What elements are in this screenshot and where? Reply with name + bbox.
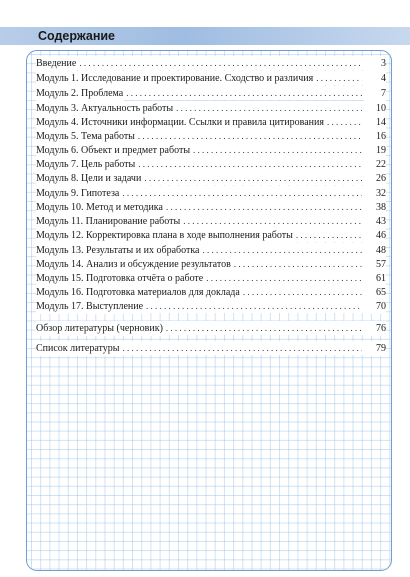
toc-entry-page: 7: [364, 87, 386, 101]
toc-entry: [36, 171, 386, 185]
toc-entry: [36, 257, 386, 271]
toc-entry-title: Модуль 7. Цель работы: [36, 159, 136, 170]
toc-entry-page: 76: [364, 322, 386, 336]
toc-entry-title: Обзор литературы (черновик): [36, 323, 163, 334]
toc-entry-page: 48: [364, 244, 386, 258]
toc-dot-leader: [166, 200, 362, 214]
toc-entry-page: 4: [364, 72, 386, 86]
toc-entry: [36, 341, 386, 355]
toc-entry-title: Модуль 8. Цели и задачи: [36, 173, 142, 184]
toc-entry: [36, 143, 386, 157]
toc-entry-title: Модуль 16. Подготовка материалов для доклада: [36, 287, 240, 298]
toc-dot-leader: [193, 143, 362, 157]
toc-entry: [36, 71, 386, 85]
toc-dot-leader: [183, 214, 362, 228]
toc-entry: [36, 214, 386, 228]
toc-dot-leader: [202, 243, 362, 257]
toc-entry-page: 46: [364, 229, 386, 243]
toc-entry: [36, 186, 386, 200]
toc-entry-title: Модуль 15. Подготовка отчёта о работе: [36, 273, 204, 284]
toc-entry: [36, 56, 386, 70]
toc-entry-title: Модуль 6. Объект и предмет работы: [36, 145, 191, 156]
toc-card: [26, 50, 392, 571]
toc-entry-title: Модуль 14. Анализ и обсуждение результатов: [36, 259, 231, 270]
toc-entry: [36, 157, 386, 171]
toc-entry-title: Модуль 13. Результаты и их обработка: [36, 245, 200, 256]
toc-dot-leader: [122, 186, 362, 200]
toc-dot-leader: [166, 321, 362, 335]
toc-dot-leader: [327, 115, 362, 129]
toc-entry: [36, 243, 386, 257]
toc-dot-leader: [206, 271, 362, 285]
toc-entry-page: 3: [364, 57, 386, 71]
toc-entry-page: 65: [364, 286, 386, 300]
toc-entry-title: Модуль 9. Гипотеза: [36, 188, 120, 199]
toc-dot-leader: [144, 171, 362, 185]
toc-entry-title: Модуль 2. Проблема: [36, 88, 124, 99]
toc-entry-page: 16: [364, 130, 386, 144]
toc-entry-page: 19: [364, 144, 386, 158]
toc-entry: [36, 299, 386, 313]
toc-entry-page: 26: [364, 172, 386, 186]
toc-dot-leader: [138, 129, 362, 143]
toc-entry-page: 32: [364, 187, 386, 201]
toc-entry-page: 79: [364, 342, 386, 356]
toc-entry-title: Список литературы: [36, 343, 120, 354]
table-of-contents: [27, 51, 391, 570]
toc-entry-title: Модуль 11. Планирование работы: [36, 216, 181, 227]
toc-entry-title: Модуль 10. Метод и методика: [36, 202, 163, 213]
toc-entry: [36, 200, 386, 214]
toc-entry-title: Модуль 5. Тема работы: [36, 131, 135, 142]
toc-dot-leader: [79, 56, 362, 70]
toc-entry-title: Модуль 3. Актуальность работы: [36, 103, 174, 114]
toc-dot-leader: [243, 285, 362, 299]
toc-entry: [36, 86, 386, 100]
toc-entry-title: Модуль 4. Источники информации. Ссылки и правила цитирования: [36, 117, 324, 128]
toc-entry: [36, 228, 386, 242]
toc-entry: [36, 129, 386, 143]
toc-entry-title: Модуль 12. Корректировка плана в ходе выполнения работы: [36, 230, 293, 241]
page-title: Содержание: [38, 29, 116, 43]
toc-dot-leader: [234, 257, 362, 271]
toc-entry-page: 70: [364, 300, 386, 314]
toc-entry-title: Модуль 1. Исследование и проектирование. Сходство и различия: [36, 73, 314, 84]
toc-entry-page: 14: [364, 116, 386, 130]
toc-entry: [36, 271, 386, 285]
toc-entry: [36, 115, 386, 129]
toc-dot-leader: [138, 157, 362, 171]
toc-entry: [36, 321, 386, 335]
toc-entry-page: 10: [364, 102, 386, 116]
toc-dot-leader: [316, 71, 362, 85]
toc-dot-leader: [176, 101, 362, 115]
toc-dot-leader: [146, 299, 362, 313]
toc-entry-page: 61: [364, 272, 386, 286]
toc-entry: [36, 101, 386, 115]
toc-dot-leader: [122, 341, 362, 355]
toc-entry-title: Модуль 17. Выступление: [36, 301, 144, 312]
toc-dot-leader: [296, 228, 362, 242]
toc-entry-page: 57: [364, 258, 386, 272]
toc-entry-page: 43: [364, 215, 386, 229]
toc-entry-page: 38: [364, 201, 386, 215]
toc-dot-leader: [126, 86, 362, 100]
toc-entry-page: 22: [364, 158, 386, 172]
toc-entry-title: Введение: [36, 58, 77, 69]
toc-entry: [36, 285, 386, 299]
